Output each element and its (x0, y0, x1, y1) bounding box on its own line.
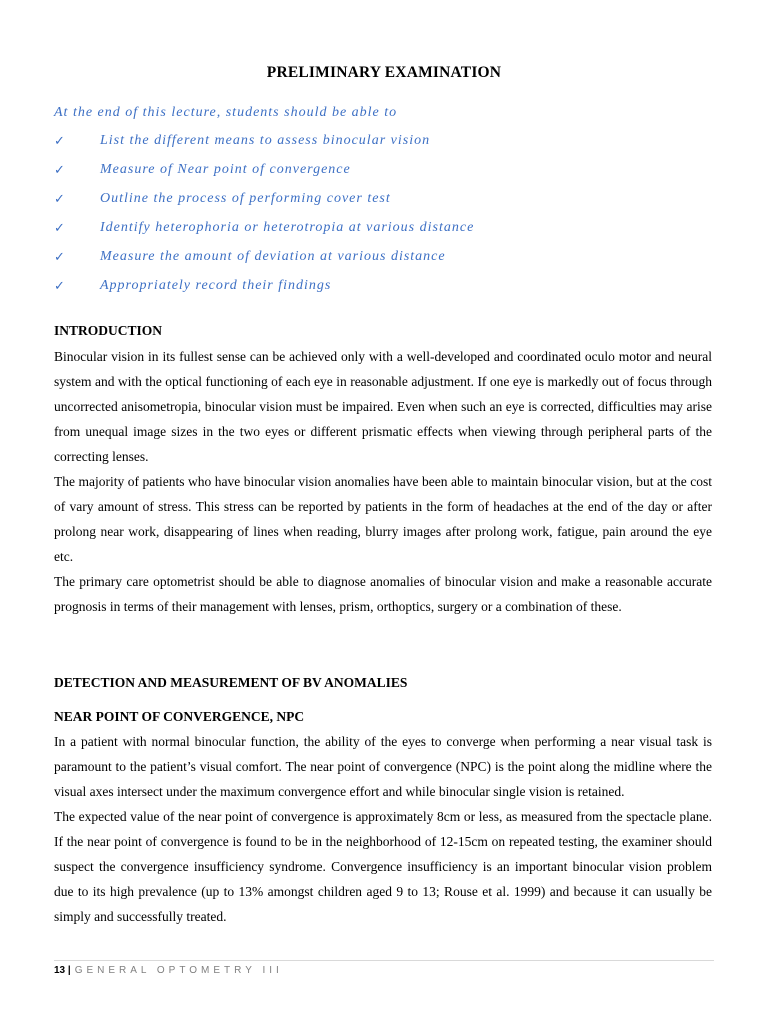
objective-item: ✓ Measure the amount of deviation at various distance (54, 247, 714, 276)
learning-objectives (54, 103, 714, 305)
objectives-list (54, 131, 714, 305)
objective-item: ✓ Measure of Near point of convergence (54, 160, 714, 189)
checkmark-icon: ✓ (54, 133, 66, 148)
objective-item: ✓ Identify heterophoria or heterotropia at various distance (54, 218, 714, 247)
checkmark-icon: ✓ (54, 162, 66, 177)
page-title: PRELIMINARY EXAMINATION (266, 64, 502, 81)
detection-section (54, 673, 712, 693)
detection-heading: DETECTION AND MEASUREMENT OF BV ANOMALIES (54, 675, 408, 690)
checkmark-icon: ✓ (54, 249, 66, 264)
objective-item: ✓ Outline the process of performing cover test (54, 189, 714, 218)
introduction-section (54, 321, 712, 619)
objective-item: ✓ List the different means to assess binocular vision (54, 131, 714, 160)
introduction-paragraph: The majority of patients who have binocular vision anomalies have been able to maintain binocular vision, but at the cost of vary amount of stress. This stress can be reported by patients in the form of headaches at the end of the day or after prolong near work, disappearing of lines when reading, blurry images after prolong work, fatigue, pain around the eye etc. (54, 474, 712, 564)
introduction-heading: INTRODUCTION (54, 323, 163, 338)
npc-section (54, 707, 712, 929)
page-footer (54, 960, 714, 976)
npc-paragraph: The expected value of the near point of convergence is approximately 8cm or less, as measured from the spectacle plane. If the near point of convergence is found to be in the neighborhood of 12-15cm on repeated testing, the examiner should suspect the convergence insufficiency syndrome. Convergence insufficiency is an important binocular vision problem due to its high prevalence (up to 13% amongst children aged 9 to 13; Rouse et al. 1999) and because it can usually be simply and successfully treated. (54, 809, 712, 924)
checkmark-icon: ✓ (54, 278, 66, 293)
npc-paragraph: In a patient with normal binocular function, the ability of the eyes to converge when performing a near visual task is paramount to the patient’s visual comfort. The near point of convergence (NPC) is the point along the midline where the visual axes intersect under the maximum convergence effort and while binocular single vision is retained. (54, 734, 712, 799)
objective-item: ✓ Appropriately record their findings (54, 276, 714, 305)
introduction-paragraph: The primary care optometrist should be able to diagnose anomalies of binocular vision and make a reasonable accurate prognosis in terms of their management with lenses, prism, orthoptics, surgery or a combination of these. (54, 574, 712, 614)
page-number: 13 | (54, 965, 71, 976)
checkmark-icon: ✓ (54, 220, 66, 235)
checkmark-icon: ✓ (54, 191, 66, 206)
objectives-intro: At the end of this lecture, students should be able to (54, 105, 398, 120)
introduction-paragraph: Binocular vision in its fullest sense can be achieved only with a well-developed and coordinated oculo motor and neural system and with the optical functioning of each eye in reasonable adjustment. If one eye is markedly out of focus through uncorrected anisometropia, binocular vision must be impaired. Even when such an eye is corrected, difficulties may arise from unequal image sizes in the two eyes or different prismatic effects when viewing through peripheral parts of the correcting lenses. (54, 349, 712, 464)
npc-heading: NEAR POINT OF CONVERGENCE, NPC (54, 709, 305, 724)
course-name: GENERAL OPTOMETRY III (74, 965, 283, 976)
